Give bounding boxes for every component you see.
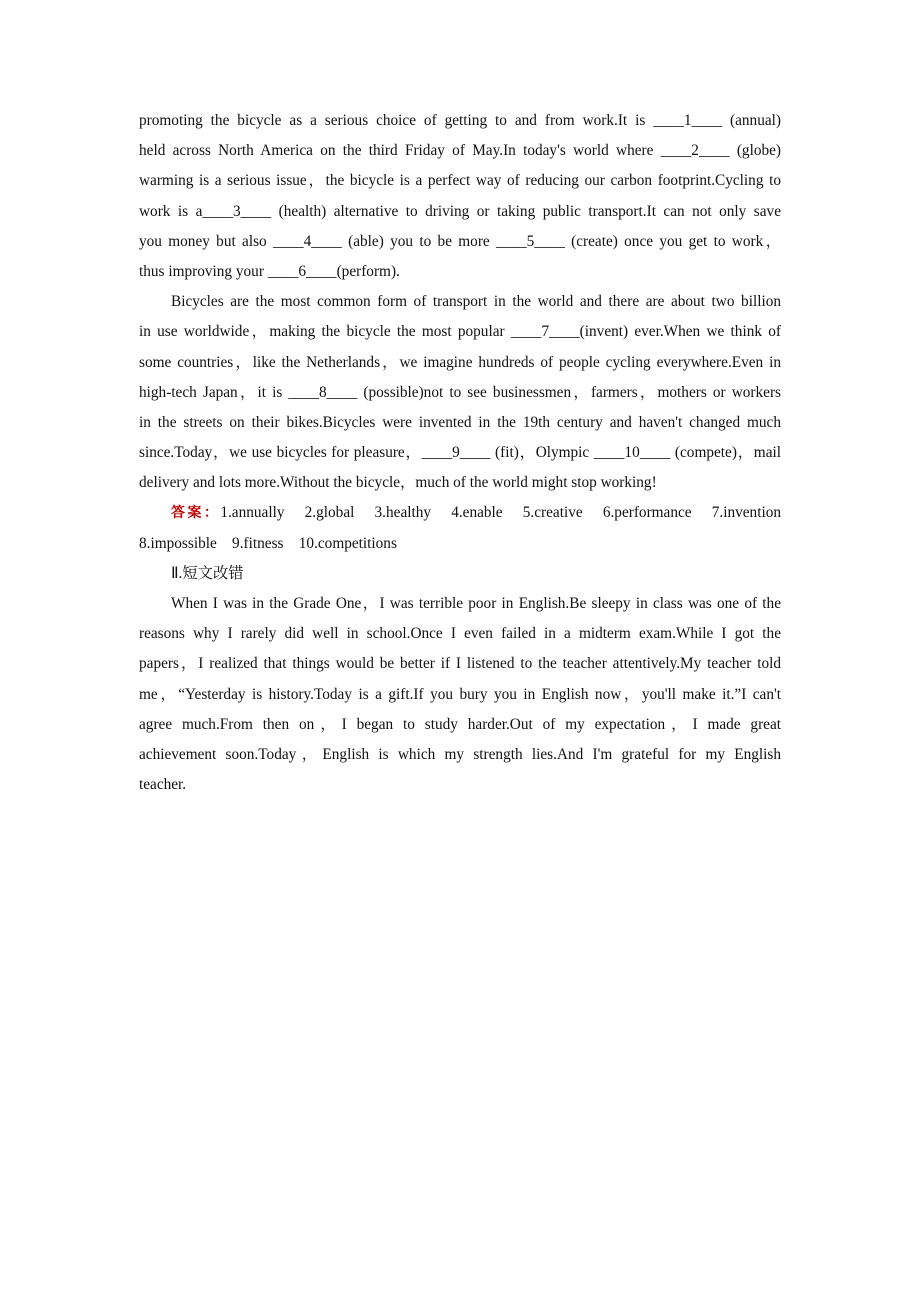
section-title: Ⅱ.短文改错	[171, 564, 244, 582]
passage-line: me，“Yesterday is history.Today is a gift.If you bury you in English now，you'll make it.”I can't	[139, 685, 781, 703]
passage-line: reasons why I rarely did well in school.Once I even failed in a midterm exam.While I got the	[139, 625, 781, 643]
passage-line: since.Today，we use bicycles for pleasure，____9____ (fit)，Olympic ____10____ (compete)，mail	[139, 444, 781, 462]
passage-line: thus improving your ____6____(perform).	[139, 262, 400, 280]
answer-key	[139, 498, 781, 558]
passage-2	[139, 287, 781, 498]
passage-line: warming is a serious issue，the bicycle is a perfect way of reducing our carbon footprint.Cycling to	[139, 172, 781, 190]
passage-line: you money but also ____4____ (able) you to be more ____5____ (create) once you get to work，	[139, 232, 781, 250]
passage-line: achievement soon.Today，English is which my strength lies.And I'm grateful for my English	[139, 745, 781, 763]
passage-line: When I was in the Grade One，I was terrible poor in English.Be sleepy in class was one of the	[171, 595, 781, 612]
passage-3	[139, 589, 781, 800]
passage-line: papers，I realized that things would be better if I listened to the teacher attentively.My teacher told	[139, 655, 781, 673]
passage-line: high-tech Japan，it is ____8____ (possible)not to see businessmen，farmers，mothers or workers	[139, 383, 781, 401]
passage-line: in the streets on their bikes.Bicycles were invented in the 19th century and haven't changed much	[139, 413, 781, 431]
passage-line: teacher.	[139, 776, 187, 794]
passage-line: work is a____3____ (health) alternative to driving or taking public transport.It can not only save	[139, 202, 781, 220]
passage-line: Bicycles are the most common form of transport in the world and there are about two billion	[171, 293, 781, 311]
answer-line	[139, 498, 781, 528]
passage-line: in use worldwide，making the bicycle the most popular ____7____(invent) ever.When we think of	[139, 323, 781, 341]
passage-1	[139, 106, 781, 287]
passage-line: held across North America on the third Friday of May.In today's world where ____2____ (globe)	[139, 142, 781, 160]
answer-label: 答案：	[171, 505, 221, 522]
passage-line: agree much.From then on，I began to study harder.Out of my expectation，I made great	[139, 715, 781, 733]
document-page	[139, 106, 781, 800]
passage-line: delivery and lots more.Without the bicycle，much of the world might stop working!	[139, 474, 657, 492]
answer-line: 8.impossible 9.fitness 10.competitions	[139, 534, 397, 552]
answer-values: 1.annually 2.global 3.healthy 4.enable 5.creative 6.performance 7.invention	[220, 504, 782, 522]
passage-line: some countries，like the Netherlands，we imagine hundreds of people cycling everywhere.Even in	[139, 353, 781, 371]
passage-line: promoting the bicycle as a serious choice of getting to and from work.It is ____1____ (annual)	[139, 112, 781, 129]
